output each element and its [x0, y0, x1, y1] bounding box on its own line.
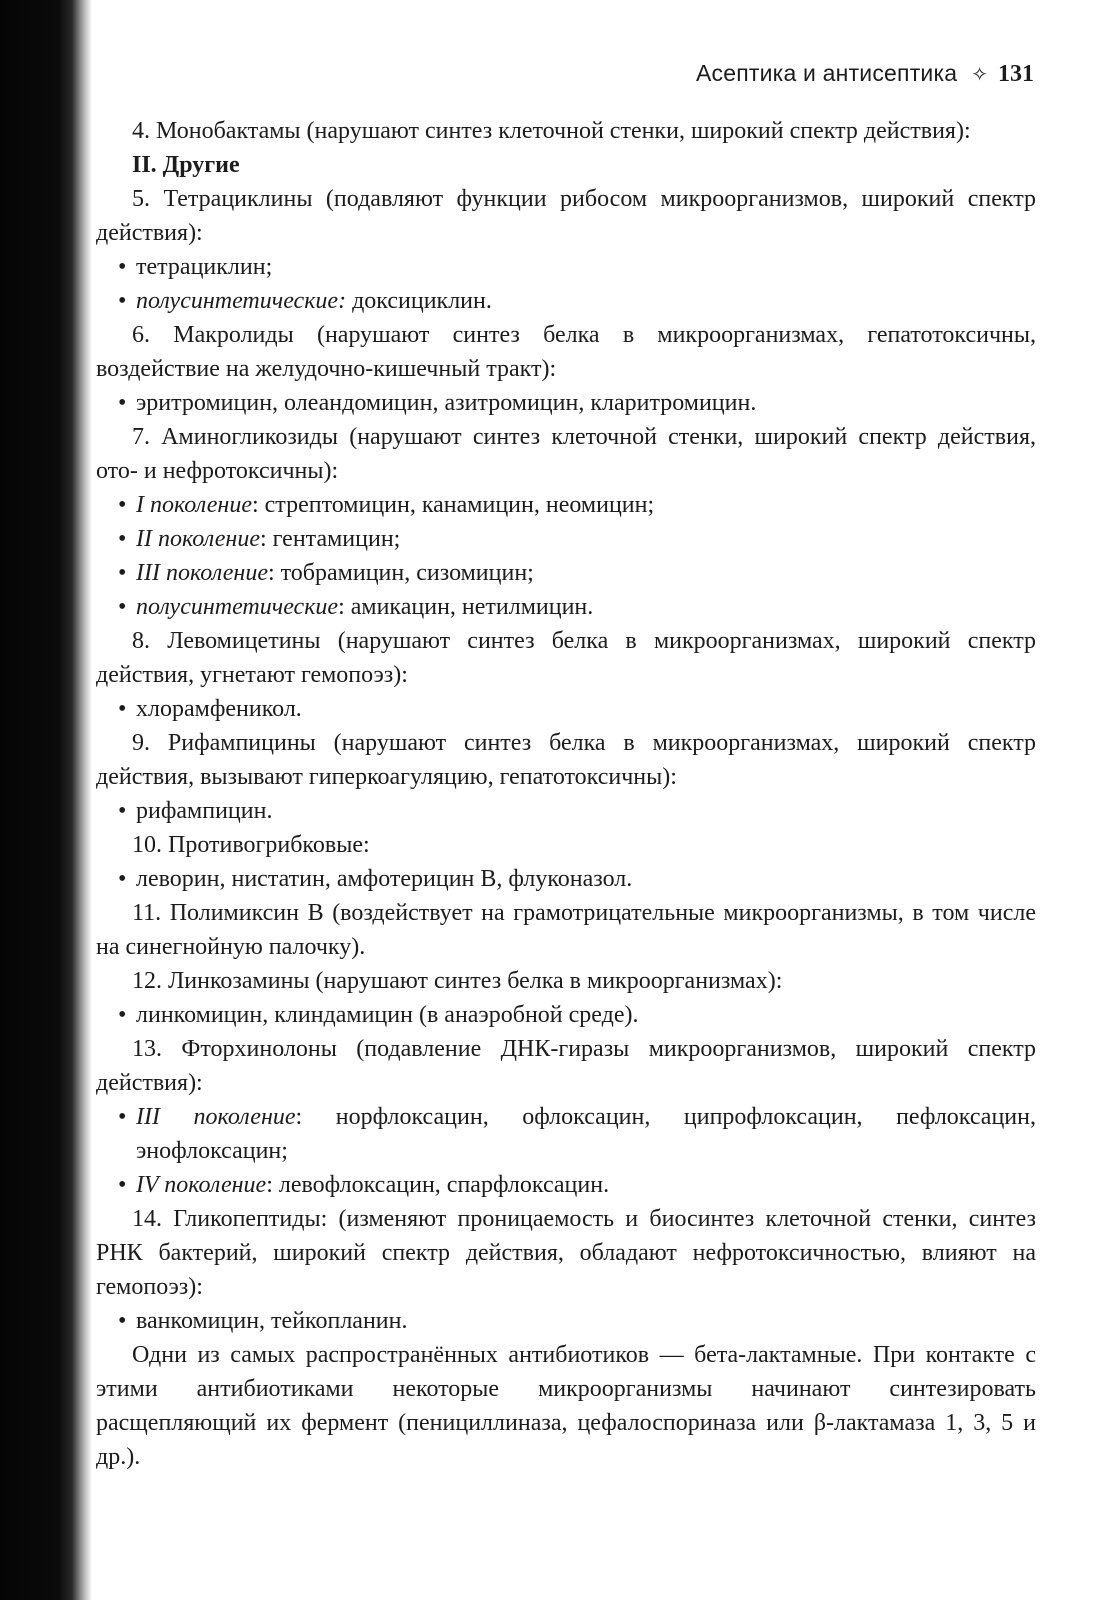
bullet-icon: • — [118, 594, 127, 620]
item-monobactams: 4. Монобактамы (нарушают синтез клеточной стенки, широкий спектр действия): — [132, 118, 971, 144]
bullet-icon: • — [118, 696, 127, 722]
diamond-ornament-icon: ✧ — [971, 62, 988, 86]
bullet-item — [96, 862, 1036, 896]
bullet-icon: • — [118, 288, 127, 314]
bullet-text: : левофлоксацин, спарфлоксацин. — [266, 1172, 610, 1198]
bullet-item — [96, 794, 1036, 828]
bullet-text: доксициклин. — [346, 288, 492, 314]
page-body — [96, 114, 1036, 1474]
closing-paragraph: Одни из самых распространённых антибиотиков — бета-лактамные. При контакте с этими антибиотиками некоторые микроорганизмы начинают синтезировать расщепляющий их фермент (пенициллиназа, цефалоспориназа или β-лактамаза 1, 3, 5 и др.). — [96, 1342, 1036, 1470]
bullet-icon: • — [118, 1002, 127, 1028]
bullet-icon: • — [118, 866, 127, 892]
bullet-item — [96, 692, 1036, 726]
bullet-item — [96, 522, 1036, 556]
bullet-item — [96, 556, 1036, 590]
bullet-icon: • — [118, 1172, 127, 1198]
bullet-text: ванкомицин, тейкопланин. — [136, 1308, 408, 1334]
item-rifampicins: 9. Рифампицины (нарушают синтез белка в микроорганизмах, широкий спектр действия, вызывают гиперкоагуляцию, гепатотоксичны): — [96, 730, 1036, 790]
bullet-lead: II поколение — [136, 526, 260, 552]
item-levomycetins: 8. Левомицетины (нарушают синтез белка в микроорганизмах, широкий спектр действия, угнетают гемопоэз): — [96, 628, 1036, 688]
bullet-item — [96, 250, 1036, 284]
bullet-text: линкомицин, клиндамицин (в анаэробной среде). — [136, 1002, 639, 1028]
bullet-text: : тобрамицин, сизомицин; — [267, 560, 534, 586]
bullet-item — [96, 488, 1036, 522]
bullet-icon: • — [118, 1308, 127, 1334]
item-aminoglycosides: 7. Аминогликозиды (нарушают синтез клеточной стенки, широкий спектр действия, ото- и нефротоксичны): — [96, 424, 1036, 484]
bullet-lead: III поколение — [136, 560, 268, 586]
page-number: 131 — [998, 61, 1034, 87]
bullet-text: хлорамфеникол. — [136, 696, 302, 722]
bullet-item — [96, 1168, 1036, 1202]
bullet-lead: I поколение — [136, 492, 252, 518]
item-lincosamides: 12. Линкозамины (нарушают синтез белка в микроорганизмах): — [132, 968, 783, 994]
item-macrolides: 6. Макролиды (нарушают синтез белка в микроорганизмах, гепатотоксичны, воздействие на желудочно-кишечный тракт): — [96, 322, 1036, 382]
bullet-item — [96, 590, 1036, 624]
bullet-item — [96, 284, 1036, 318]
bullet-text: : норфлоксацин, офлоксацин, ципрофлоксацин, пефлоксацин, энофлоксацин; — [136, 1104, 1036, 1164]
bullet-lead: IV поколение — [136, 1172, 267, 1198]
bullet-icon: • — [118, 254, 127, 280]
bullet-icon: • — [118, 1104, 127, 1130]
running-header — [0, 60, 1034, 88]
running-title: Асептика и антисептика — [696, 60, 958, 86]
item-polymyxin: 11. Полимиксин В (воздействует на грамотрицательные микроорганизмы, в том числе на синегнойную палочку). — [96, 900, 1036, 960]
page-binding-shadow — [0, 0, 92, 1600]
bullet-lead: полусинтетические — [136, 594, 339, 620]
item-antifungal: 10. Противогрибковые: — [132, 832, 370, 858]
item-glycopeptides: 14. Гликопептиды: (изменяют проницаемость и биосинтез клеточной стенки, синтез РНК бактерий, широкий спектр действия, обладают нефротоксичностью, влияют на гемопоэз): — [96, 1206, 1036, 1300]
bullet-item — [96, 998, 1036, 1032]
bullet-icon: • — [118, 526, 127, 552]
bullet-icon: • — [118, 390, 127, 416]
item-tetracyclines: 5. Тетрациклины (подавляют функции рибосом микроорганизмов, широкий спектр действия): — [96, 186, 1036, 246]
item-fluoroquinolones: 13. Фторхинолоны (подавление ДНК-гиразы микроорганизмов, широкий спектр действия): — [96, 1036, 1036, 1096]
bullet-lead: III поколение — [136, 1104, 296, 1130]
bullet-lead: полусинтетические: — [136, 288, 347, 314]
bullet-text: леворин, нистатин, амфотерицин В, флуконазол. — [136, 866, 633, 892]
bullet-text: : гентамицин; — [259, 526, 401, 552]
bullet-item — [96, 386, 1036, 420]
bullet-icon: • — [118, 560, 127, 586]
bullet-text: тетрациклин; — [136, 254, 273, 280]
bullet-icon: • — [118, 492, 127, 518]
bullet-text: эритромицин, олеандомицин, азитромицин, кларитромицин. — [136, 390, 757, 416]
bullet-text: : амикацин, нетилмицин. — [338, 594, 594, 620]
bullet-item — [96, 1304, 1036, 1338]
section-heading-other: II. Другие — [132, 152, 240, 178]
bullet-text: : стрептомицин, канамицин, неомицин; — [251, 492, 655, 518]
bullet-item — [96, 1100, 1036, 1168]
bullet-text: рифампицин. — [136, 798, 273, 824]
bullet-icon: • — [118, 798, 127, 824]
